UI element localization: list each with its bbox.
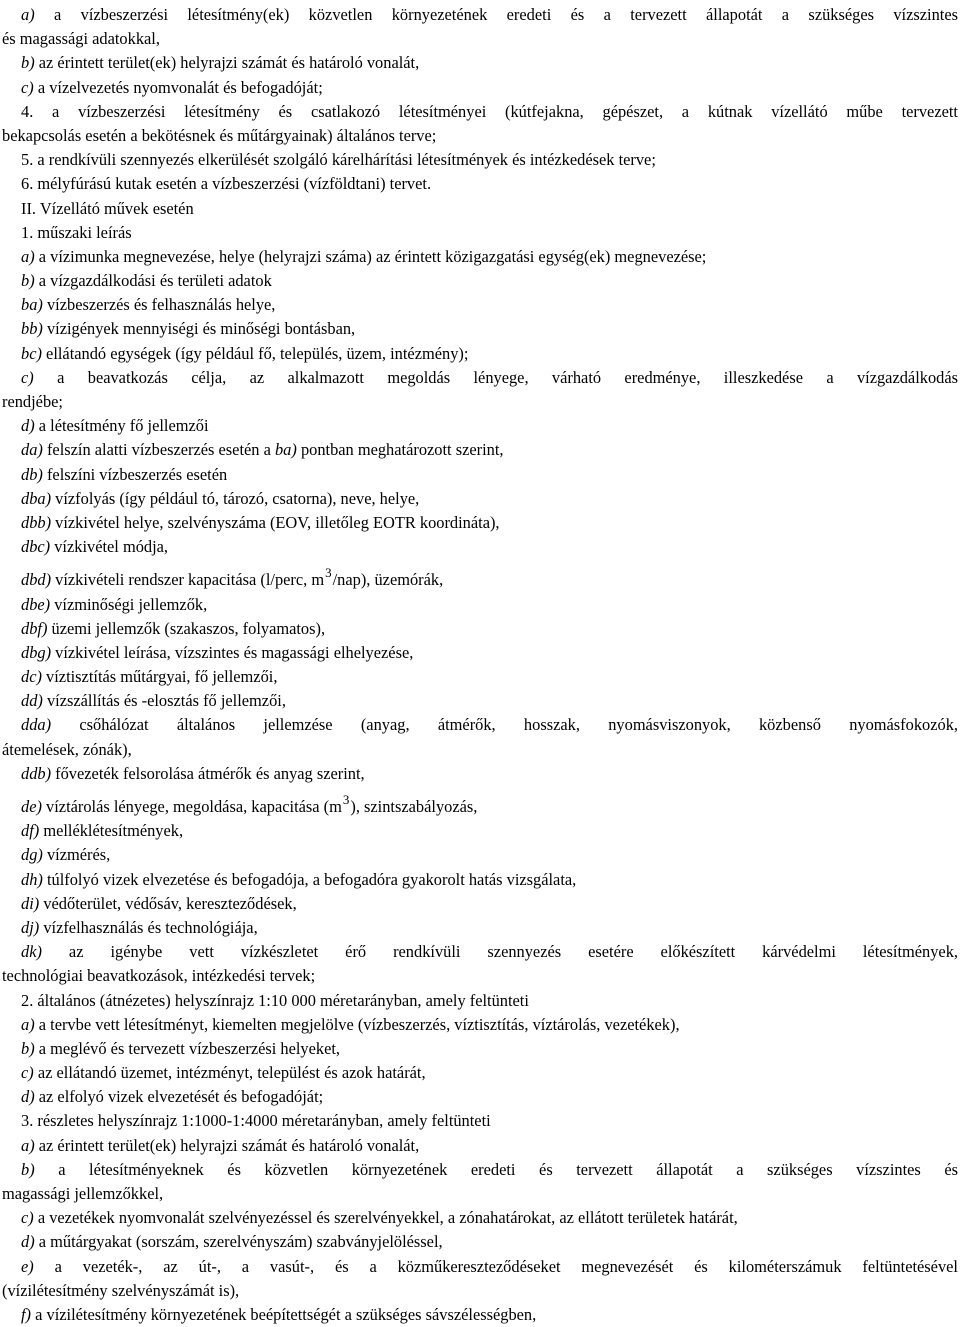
line-text-continued: ), szintszabályozás, xyxy=(350,797,478,816)
item-label: c) xyxy=(21,77,34,97)
text-line xyxy=(2,3,958,27)
item-label: e) xyxy=(21,1256,34,1276)
item-label: dbb) xyxy=(21,512,52,532)
item-label: da) xyxy=(21,440,43,460)
item-label: d) xyxy=(21,416,35,436)
line-text: a létesítményeknek és közvetlen környezetének eredeti és tervezett állapotát a szükséges vízszintes és xyxy=(58,1159,958,1179)
text-line xyxy=(2,342,958,366)
item-label: c) xyxy=(21,1208,34,1228)
line-text: a meglévő és tervezett vízbeszerzési helyeket, xyxy=(38,1038,341,1058)
line-text: vízkivétel módja, xyxy=(54,537,169,557)
text-line xyxy=(2,1037,958,1061)
line-text: (vízilétesítmény szelvényszámát is), xyxy=(2,1280,240,1300)
item-label: b) xyxy=(21,1159,35,1179)
text-line xyxy=(2,989,958,1013)
text-line xyxy=(2,245,958,269)
text-line xyxy=(2,487,958,511)
line-text: technológiai beavatkozások, intézkedési tervek; xyxy=(2,966,316,986)
line-text: magassági jellemzőkkel, xyxy=(2,1184,164,1203)
item-label: f) xyxy=(21,1304,32,1324)
text-line xyxy=(2,511,958,535)
text-line xyxy=(2,762,958,786)
text-line xyxy=(2,1013,958,1037)
text-line xyxy=(2,197,958,221)
item-label: dh) xyxy=(21,869,43,889)
text-line xyxy=(2,100,958,124)
line-text: a vízilétesítmény környezetének beépítettségét a szükséges sávszélességben, xyxy=(35,1304,537,1324)
line-text: az igénybe vett vízkészletet érő rendkívüli szennyezés esetére előkészített kárvédelmi létesítmények, xyxy=(68,942,958,962)
text-line xyxy=(2,414,958,438)
line-text: víztárolás lényege, megoldása, kapacitása (m xyxy=(46,797,342,816)
text-line xyxy=(2,148,958,172)
item-label: dbe) xyxy=(21,594,51,614)
line-text: a vezeték-, az út-, a vasút-, és a közműkereszteződéseket megnevezését és kilométerszámuk feltüntetésével xyxy=(54,1256,958,1276)
line-text: 2. általános (átnézetes) helyszínrajz 1:10 000 méretarányban, amely feltünteti xyxy=(21,990,529,1010)
line-text: 3. részletes helyszínrajz 1:1000-1:4000 méretarányban, amely feltünteti xyxy=(21,1111,491,1131)
text-line xyxy=(2,535,958,559)
item-label: a) xyxy=(21,1135,35,1155)
text-line xyxy=(2,819,958,843)
item-label: b) xyxy=(21,53,35,73)
item-label: db) xyxy=(21,464,43,484)
text-line xyxy=(2,868,958,892)
line-text: vízfolyás (így például tó, tározó, csatorna), neve, helye, xyxy=(55,488,420,508)
text-line xyxy=(2,293,958,317)
line-text: 1. műszaki leírás xyxy=(21,222,132,242)
item-label: a) xyxy=(21,1014,35,1034)
text-line xyxy=(2,641,958,665)
line-text: fővezeték felsorolása átmérők és anyag szerint, xyxy=(55,763,365,783)
line-text: rendjébe; xyxy=(2,392,63,411)
line-text: vízszállítás és -elosztás fő jellemzői, xyxy=(46,691,286,711)
item-label: dg) xyxy=(21,845,43,865)
text-line xyxy=(2,124,958,148)
text-line xyxy=(2,617,958,641)
item-label: dd) xyxy=(21,691,43,711)
item-label: dbc) xyxy=(21,537,51,557)
text-line xyxy=(2,1255,958,1279)
text-line xyxy=(2,795,958,819)
item-label: dda) xyxy=(21,715,52,735)
text-line xyxy=(2,1085,958,1109)
item-label: bc) xyxy=(21,343,42,363)
line-text: átemelések, zónák), xyxy=(2,739,132,759)
line-text: vízbeszerzés és felhasználás helye, xyxy=(46,295,276,315)
item-label: bb) xyxy=(21,319,43,339)
text-line xyxy=(2,76,958,100)
line-text: felszín alatti vízbeszerzés esetén a xyxy=(46,440,271,460)
line-text-continued: /nap), üzemórák, xyxy=(332,570,444,590)
text-line xyxy=(2,1109,958,1133)
line-text: túlfolyó vizek elvezetése és befogadója, a befogadóra gyakorolt hatás vizsgálata, xyxy=(46,869,577,889)
text-line xyxy=(2,390,958,414)
line-text: csőhálózat általános jellemzése (anyag, átmérők, hosszak, nyomásviszonyok, közbenső nyomásfokozók, xyxy=(79,715,958,735)
text-line xyxy=(2,892,958,916)
text-line xyxy=(2,843,958,867)
line-text: az elfolyó vizek elvezetését és befogadóját; xyxy=(38,1087,324,1107)
item-label: dc) xyxy=(21,667,42,687)
line-text: vízkivétel helye, szelvényszáma (EOV, illetőleg EOTR koordináta), xyxy=(55,512,500,532)
text-line xyxy=(2,1061,958,1085)
line-text: a tervbe vett létesítményt, kiemelten megjelölve (vízbeszerzés, víztisztítás, víztárolás, vezetékek), xyxy=(38,1014,680,1034)
text-line xyxy=(2,366,958,390)
text-line xyxy=(2,665,958,689)
text-line xyxy=(2,438,958,462)
item-label: df) xyxy=(21,821,40,841)
line-text: 4. a vízbeszerzési létesítmény és csatlakozó létesítményei (kútfejakna, gépészet, a kútnak vízellátó műbe tervezett xyxy=(21,101,958,121)
line-text: üzemi jellemzők (szakaszos, folyamatos), xyxy=(51,618,326,638)
text-line xyxy=(2,1206,958,1230)
text-line xyxy=(2,713,958,737)
item-label-ref: ba) xyxy=(274,440,297,460)
text-line xyxy=(2,593,958,617)
line-text: vízfelhasználás és technológiája, xyxy=(43,917,258,937)
line-text: vízigények mennyiségi és minőségi bontásban, xyxy=(46,319,356,339)
line-text: a vízimunka megnevezése, helye (helyrajzi száma) az érintett közigazgatási egység(ek) megnevezése; xyxy=(38,246,707,266)
line-text: a műtárgyakat (sorszám, szerelvényszám) szabványjelöléssel, xyxy=(38,1232,443,1252)
text-line xyxy=(2,1303,958,1327)
item-label: c) xyxy=(21,367,34,387)
superscript: 3 xyxy=(342,795,350,807)
superscript: 3 xyxy=(325,568,332,581)
text-line xyxy=(2,221,958,245)
line-text: víztisztítás műtárgyai, fő jellemzői, xyxy=(46,667,278,687)
line-text: vízminőségi jellemzők, xyxy=(54,594,208,614)
text-line xyxy=(2,172,958,196)
item-label: c) xyxy=(21,1063,34,1083)
text-line xyxy=(2,317,958,341)
item-label: dbf) xyxy=(21,618,48,638)
item-label: dba) xyxy=(21,488,52,508)
item-label: dk) xyxy=(21,942,42,962)
item-label: dj) xyxy=(21,917,40,937)
line-text: a vízgazdálkodási és területi adatok xyxy=(38,271,272,291)
text-line xyxy=(2,916,958,940)
line-text: védőterület, védősáv, kereszteződések, xyxy=(43,893,297,913)
item-label: a) xyxy=(21,246,35,266)
line-text: ellátandó egységek (így például fő, település, üzem, intézmény); xyxy=(46,343,469,363)
text-line xyxy=(2,689,958,713)
line-text: 6. mélyfúrású kutak esetén a vízbeszerzési (vízföldtani) tervet. xyxy=(21,174,432,194)
item-label: b) xyxy=(21,1038,35,1058)
item-label: ba) xyxy=(21,295,43,315)
line-text: II. Vízellátó művek esetén xyxy=(21,198,194,218)
line-text: az érintett terület(ek) helyrajzi számát és határoló vonalát, xyxy=(38,53,420,73)
item-label: ddb) xyxy=(21,763,52,783)
line-text: bekapcsolás esetén a bekötésnek és műtárgyainak) általános terve; xyxy=(2,125,437,145)
text-line xyxy=(2,964,958,988)
text-line xyxy=(2,1158,958,1182)
item-label: b) xyxy=(21,271,35,291)
line-text: vízkivétel leírása, vízszintes és magassági elhelyezése, xyxy=(55,642,414,662)
line-text: az érintett terület(ek) helyrajzi számát és határoló vonalát, xyxy=(38,1135,420,1155)
text-line xyxy=(2,27,958,51)
line-text: a vezetékek nyomvonalát szelvényezéssel és szerelvényekkel, a zónahatárokat, az ellátott területek határát, xyxy=(37,1208,738,1228)
text-line xyxy=(2,1230,958,1254)
text-line xyxy=(2,51,958,75)
item-label: dbd) xyxy=(21,570,52,590)
text-line xyxy=(2,568,958,592)
line-text: vízmérés, xyxy=(46,845,111,865)
item-label: di) xyxy=(21,893,40,913)
item-label: d) xyxy=(21,1232,35,1252)
text-line xyxy=(2,463,958,487)
line-text: vízkivételi rendszer kapacitása (l/perc, m xyxy=(55,570,325,590)
line-text: a létesítmény fő jellemzői xyxy=(38,416,209,436)
text-line xyxy=(2,269,958,293)
text-line xyxy=(2,1134,958,1158)
text-line xyxy=(2,1182,958,1206)
item-label: a) xyxy=(21,5,35,24)
line-text: 5. a rendkívüli szennyezés elkerülését szolgáló kárelhárítási létesítmények és intézkedések terve; xyxy=(21,150,656,170)
line-text-continued: pontban meghatározott szerint, xyxy=(300,440,504,460)
item-label: d) xyxy=(21,1087,35,1107)
line-text: a vízbeszerzési létesítmény(ek) közvetlen környezetének eredeti és a tervezett állapotát a szükséges vízszintes xyxy=(54,5,958,24)
text-line xyxy=(2,738,958,762)
item-label: dbg) xyxy=(21,642,52,662)
line-text: az ellátandó üzemet, intézményt, települést és azok határát, xyxy=(37,1063,426,1083)
line-text: a vízelvezetés nyomvonalát és befogadóját; xyxy=(37,77,323,97)
line-text: felszíni vízbeszerzés esetén xyxy=(46,464,228,484)
line-text: a beavatkozás célja, az alkalmazott megoldás lényege, várható eredménye, illeszkedése a vízgazdálkodás xyxy=(57,367,958,387)
text-line xyxy=(2,940,958,964)
item-label: de) xyxy=(21,797,42,816)
line-text: és magassági adatokkal, xyxy=(2,29,160,49)
text-line xyxy=(2,1279,958,1303)
line-text: melléklétesítmények, xyxy=(43,821,184,841)
